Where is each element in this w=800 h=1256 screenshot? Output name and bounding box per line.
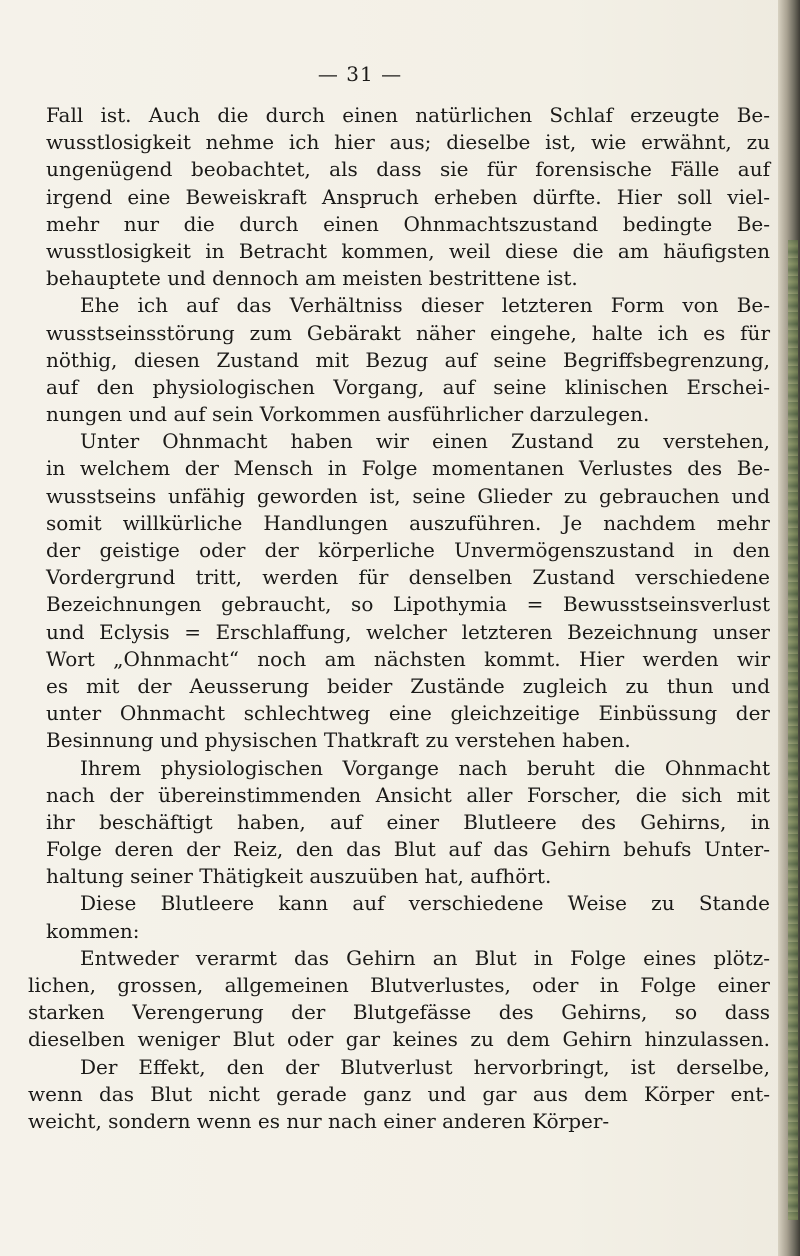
text-line: nungen und auf sein Vorkommen ausführlicher darzulegen. <box>46 402 650 427</box>
text-line: haltung seiner Thätigkeit auszuüben hat, aufhört. <box>46 864 552 889</box>
text-line: ungenügend beobachtet, als dass sie für forensische Fälle auf <box>46 157 770 182</box>
text-line: Wort „Ohnmacht“ noch am nächsten kommt. Hier werden wir <box>46 646 770 671</box>
text-line: irgend eine Beweiskraft Anspruch erheben dürfte. Hier soll viel- <box>46 184 770 209</box>
text-line: starken Verengerung der Blutgefässe des Gehirns, so dass <box>28 1000 770 1025</box>
text-line: weicht, sondern wenn es nur nach einer anderen Körper- <box>28 1108 610 1133</box>
text-line: und Eclysis = Erschlaffung, welcher letzteren Bezeichnung unser <box>46 619 770 644</box>
text-line: kommen: <box>46 918 140 943</box>
text-line: in welchem der Mensch in Folge momentanen Verlustes des Be- <box>46 456 770 481</box>
page-number: — 31 — <box>317 62 403 86</box>
text-line: Unter Ohnmacht haben wir einen Zustand zu verstehen, <box>80 429 770 454</box>
text-line: mehr nur die durch einen Ohnmachtszustand bedingte Be- <box>46 211 770 236</box>
text-line: Diese Blutleere kann auf verschiedene Weise zu Stande <box>80 891 770 916</box>
text-line: wusstseinsstörung zum Gebärakt näher eingehe, halte ich es für <box>46 320 770 345</box>
binding-edge <box>788 240 798 1220</box>
text-line: wusstlosigkeit in Betracht kommen, weil diese die am häufigsten <box>46 238 770 263</box>
text-line: ihr beschäftigt haben, auf einer Blutleere des Gehirns, in <box>46 809 770 834</box>
text-line: Der Effekt, den der Blutverlust hervorbringt, ist derselbe, <box>80 1054 770 1079</box>
body-text <box>28 102 770 1135</box>
text-line: lichen, grossen, allgemeinen Blutverlustes, oder in Folge einer <box>28 973 770 997</box>
text-line: Besinnung und physischen Thatkraft zu verstehen haben. <box>46 728 631 753</box>
text-line: es mit der Aeusserung beider Zustände zugleich zu thun und <box>46 673 770 698</box>
text-line: wusstlosigkeit nehme ich hier aus; dieselbe ist, wie erwähnt, zu <box>46 130 770 155</box>
text-line: Ehe ich auf das Verhältniss dieser letzteren Form von Be- <box>80 293 770 318</box>
text-line: nach der übereinstimmenden Ansicht aller Forscher, die sich mit <box>46 782 770 807</box>
text-line: somit willkürliche Handlungen auszuführen. Je nachdem mehr <box>46 510 770 535</box>
text-line: auf den physiologischen Vorgang, auf seine klinischen Erschei- <box>46 374 770 399</box>
text-line: Folge deren der Reiz, den das Blut auf das Gehirn behufs Unter- <box>46 837 770 862</box>
text-line: der geistige oder der körperliche Unvermögenszustand in den <box>46 538 770 562</box>
text-line: wenn das Blut nicht gerade ganz und gar aus dem Körper ent- <box>28 1081 770 1106</box>
text-line: Bezeichnungen gebraucht, so Lipothymia = Bewusstseinsverlust <box>46 592 770 617</box>
text-line: nöthig, diesen Zustand mit Bezug auf seine Begriffsbegrenzung, <box>46 347 770 372</box>
text-line: dieselben weniger Blut oder gar keines zu dem Gehirn hinzulassen. <box>28 1027 770 1052</box>
text-line: Ihrem physiologischen Vorgange nach beruht die Ohnmacht <box>80 755 770 780</box>
text-line: Vordergrund tritt, werden für denselben Zustand verschiedene <box>46 565 770 590</box>
text-line: Entweder verarmt das Gehirn an Blut in Folge eines plötz- <box>80 945 770 970</box>
text-line: Fall ist. Auch die durch einen natürlichen Schlaf erzeugte Be- <box>46 103 770 127</box>
text-line: wusstseins unfähig geworden ist, seine Glieder zu gebrauchen und <box>46 483 770 508</box>
text-line: unter Ohnmacht schlechtweg eine gleichzeitige Einbüssung der <box>46 701 770 726</box>
text-line: behauptete und dennoch am meisten bestrittene ist. <box>46 266 578 291</box>
